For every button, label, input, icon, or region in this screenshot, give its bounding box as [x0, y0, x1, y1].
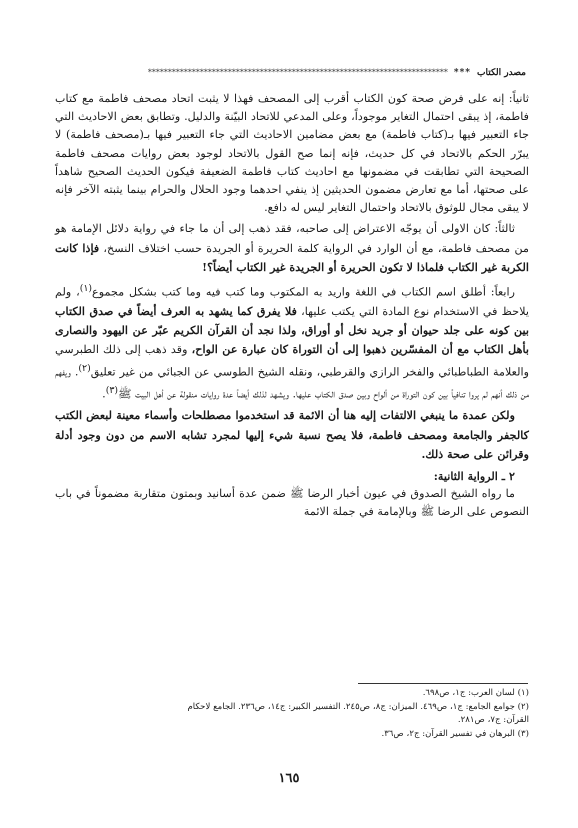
paragraph-conclusion-text: ولكن عمدة ما ينبغي الالتفات إليه هنا أن الائمة قد استخدموا مصطلحات وأسماء معينة لبعض الكتب كالجفر والجامعة ومصحف فاطمة، فلا يصح نسبة شيء إليها لمجرد تشابه الاسم من دون وجود أدلة وقرائن على صحة ذلك. [55, 408, 529, 461]
paragraph-thirdly-part-a: ثالثاً: كان الاولى أن يوجّه الاعتراض إلى صاحبه، فقد ذهب إلى أن ما جاء في رواية دلائل الإمامة هو من مصحف فاطمة، مع أن الوارد في الرواية كلمة الحريرة أو الجريدة حسب اختلاف النسخ، [55, 222, 529, 255]
paragraph-fourthly-part-a: رابعاً: أطلق اسم الكتاب في اللغة واريد به المكتوب وما كتب فيه وما كتب بشكل مجموع [92, 285, 515, 299]
section-heading-second-narration: ٢ ـ الرواية الثانية: [433, 469, 515, 484]
footnote-1: (١) لسان العرب: ج١، ص٦٩٨. [422, 688, 529, 698]
footnote-ref-3: (٣) [105, 384, 118, 396]
running-header [60, 66, 526, 80]
paragraph-fourthly-part-d: وقد ذهب إلى ذلك الطبرسي والعلامة الطباطبائي والفخر الرازي والقرطبي، ونقله الشيخ الطوسي عن الجبائي من غير تعليق [55, 343, 529, 379]
paragraph-thirdly [55, 220, 529, 277]
page-number: ١٦٥ [278, 771, 300, 786]
footnote-ref-2: (٢) [78, 362, 91, 374]
footnote-3: (٣) البرهان في تفسير القرآن: ج٢، ص٣٦. [381, 728, 529, 739]
header-section-title: مصدر الكتاب [477, 68, 526, 78]
footnote-ref-1: (١) [79, 283, 93, 295]
header-stars: *** [453, 68, 472, 78]
footnotes [55, 687, 529, 741]
paragraph-conclusion [55, 406, 529, 464]
paragraph-fourthly-part-c: فلا يفرق كما يشهد به العرف أيضاً في صدق الكتاب بين كونه على جلد حيوان أو جريد نخل أو أوراق، ولذا نجد أن القرآن الكريم عبّر عن اليهود والنصارى بأهل الكتاب مع أن المفسّرين ذهبوا إلى أن التوراة كان عبارة عن الواح، [55, 303, 529, 357]
salawat-symbol: ﷺ [118, 387, 132, 401]
paragraph-narration: ما رواه الشيخ الصدوق في عيون أخبار الرضا ﷺ ضمن عدة أسانيد وبمتون متقاربة مضموناً في باب النصوص على الرضا ﷺ وبالإمامة في جملة الائمة [55, 487, 529, 519]
header-star-rule: *************************************************************************** [147, 68, 448, 77]
footnote-divider [358, 683, 528, 684]
paragraph-thirdly-part-b: فإذا كانت الكربة غير الكتاب فلماذا لا تكون الحريرة أو الجريدة غير الكتاب أيضاً؟! [55, 240, 529, 274]
paragraph-fourthly-part-b: ، ولم يلاحظ في الاستخدام نوع المادة التي يكتب عليها، [55, 285, 529, 318]
footnote-2-line-1: (٢) جوامع الجامع: ج١، ص٤٦٩. الميزان: ج٨، ص٢٤٥. التفسير الكبير: ج١٤، ص٢٣٦. الجامع لاحكام [187, 701, 529, 712]
paragraph-secondly: ثانياً: إنه على فرض صحة كون الكتاب أقرب إلى المصحف فهذا لا يثبت اتحاد مصحف فاطمة مع كتاب فاطمة، إذ يبقى احتمال التغاير موجوداً، وعلى المدعي للاتحاد البيّنة والدليل. وتطابق بعض الاحاديث التي جاء التعبير فيها بـ(كتاب فاطمة) مع بعض مضامين الاحاديث التي جاء التعبير فيها بـ(مصحف فاطمة) لا يبرّر الحكم بالاتحاد في كل حديث، فإنه إنما صح القول بالاتحاد لوجود بعض روايات مصحف فاطمة الصحيحة التي تطابقت في مضمونها مع احاديث كتاب فاطمة الضعيفة فيكون الحديث الصحيح شاهداً على صحتها، أما مع تعارض مضمون الحديثين إذ ينفي احدهما وجود الحلال والحرام بينما يثبته الآخر فإنه لا يبقى مجال للوثوق بالاتحاد واحتمال التغاير ليس له دافع. [55, 92, 529, 215]
paragraph-fourthly [55, 280, 529, 403]
body-text [55, 90, 529, 525]
paragraph-fourthly-part-e: . ويفهم من ذلك أنهم لم يروا تنافياً بين كون التوراة من ألواح وبين صدق الكتاب عليها. ويشهد لذلك أيضاً عدة روايات منقولة عن أهل البيت [55, 365, 529, 401]
footnote-2-line-2: القرآن: ج٧، ص٢٨١. [457, 715, 529, 725]
paragraph-fourthly-end: . [102, 387, 106, 401]
